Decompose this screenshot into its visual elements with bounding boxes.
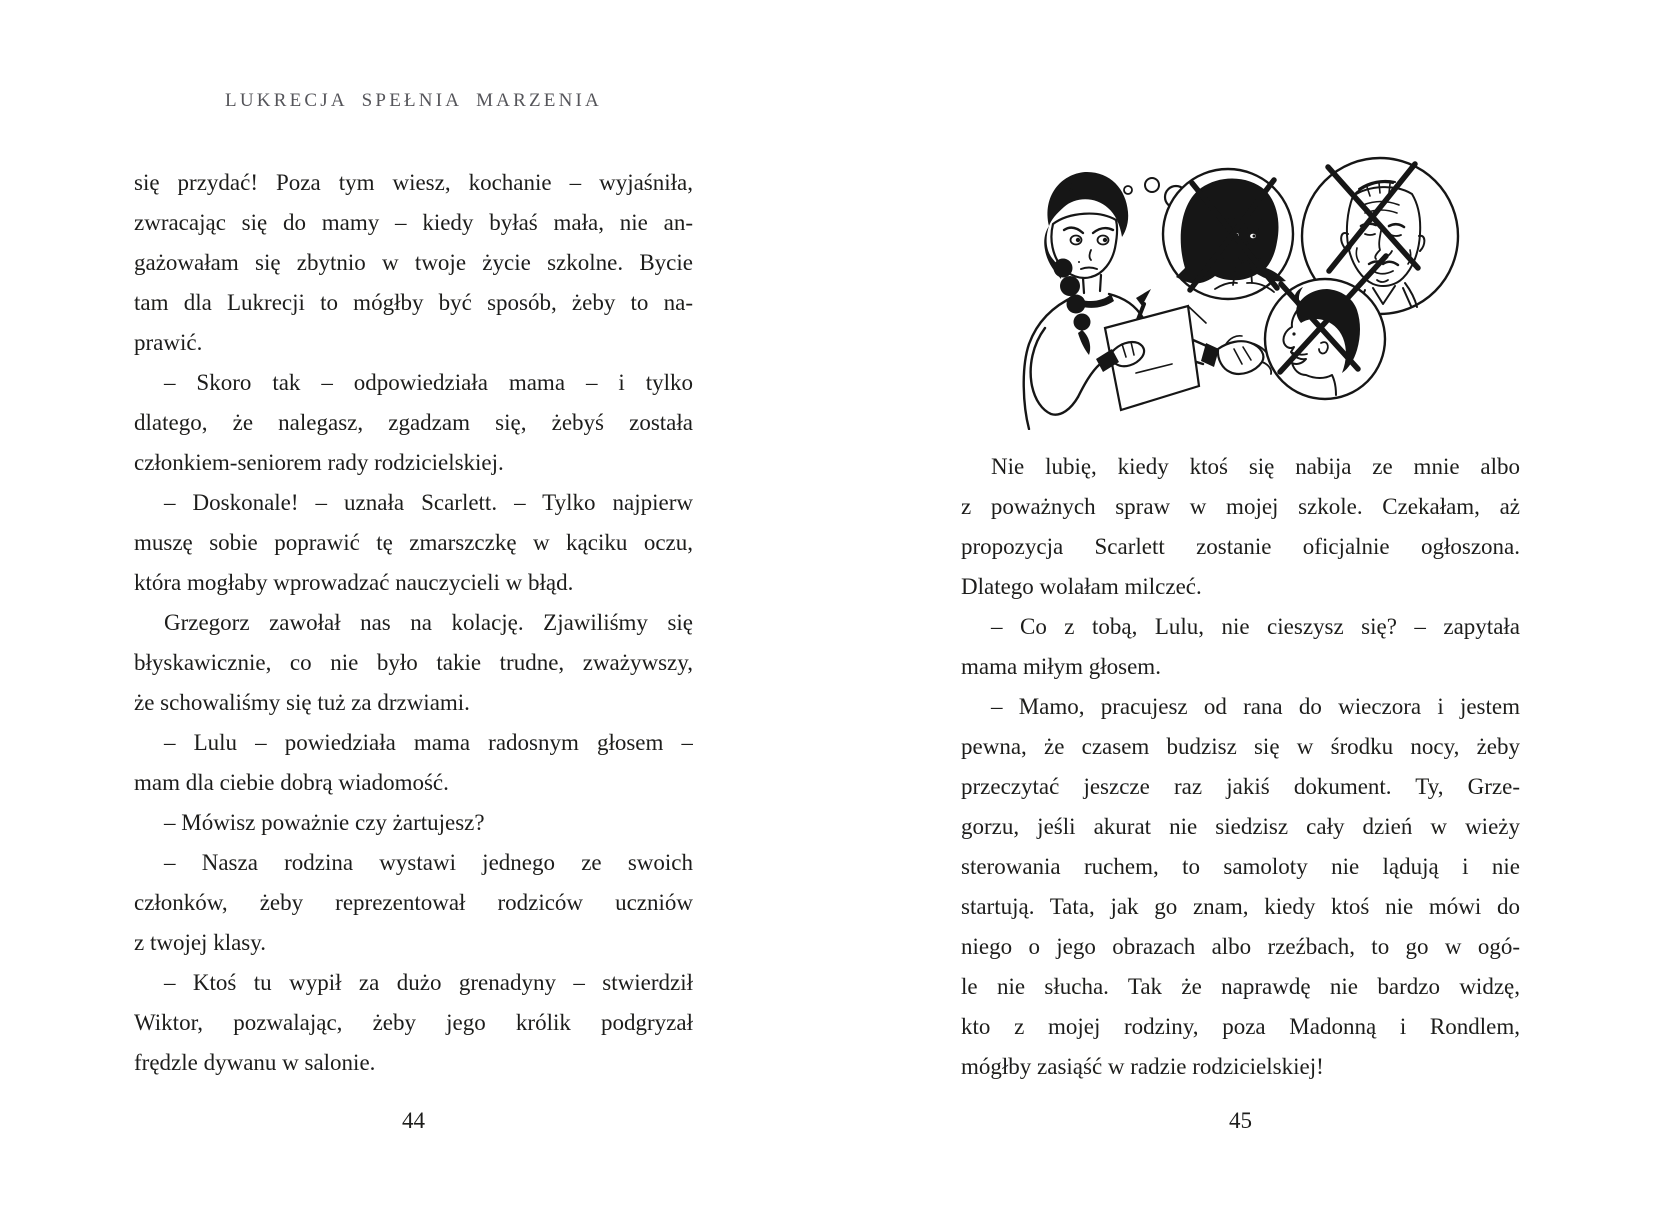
text-line: muszę sobie poprawić tę zmarszczkę w kąciku oczu, bbox=[134, 530, 693, 555]
text-line: z poważnych spraw w mojej szkole. Czekałam, aż bbox=[961, 494, 1520, 519]
text-line: tam dla Lukrecji to mógłby być sposób, żeby to na- bbox=[134, 290, 693, 315]
running-header: LUKRECJA SPEŁNIA MARZENIA bbox=[225, 90, 602, 111]
text-line: mam dla ciebie dobrą wiadomość. bbox=[134, 770, 449, 795]
text-line: – Skoro tak – odpowiedziała mama – i tylko bbox=[164, 370, 693, 395]
text-line: Wiktor, pozwalając, żeby jego królik podgryzał bbox=[134, 1010, 693, 1035]
text-line: członkiem-seniorem rady rodzicielskiej. bbox=[134, 450, 504, 475]
text-line: propozycja Scarlett zostanie oficjalnie ogłoszona. bbox=[961, 534, 1520, 559]
text-line: Grzegorz zawołał nas na kolację. Zjawiliśmy się bbox=[164, 610, 693, 635]
thought-bubble-brother bbox=[1265, 279, 1385, 399]
text-line: członków, żeby reprezentował rodziców uczniów bbox=[134, 890, 693, 915]
text-line: – Co z tobą, Lulu, nie cieszysz się? – zapytała bbox=[991, 614, 1520, 639]
page-number-44: 44 bbox=[402, 1108, 425, 1133]
text-line: błyskawicznie, co nie było takie trudne, zważywszy, bbox=[134, 650, 693, 675]
text-line: która mogłaby wprowadzać nauczycieli w błąd. bbox=[134, 570, 574, 595]
text-line: sterowania ruchem, to samoloty nie lądują i nie bbox=[961, 854, 1520, 879]
text-line: pewna, że czasem budzisz się w środku nocy, żeby bbox=[961, 734, 1520, 759]
text-line: – Lulu – powiedziała mama radosnym głosem – bbox=[164, 730, 693, 755]
page-44-text bbox=[134, 163, 693, 1083]
illustration-svg bbox=[985, 138, 1475, 430]
text-line: Nie lubię, kiedy ktoś się nabija ze mnie albo bbox=[991, 454, 1520, 479]
text-line: Dlatego wolałam milczeć. bbox=[961, 574, 1202, 599]
text-line: – Doskonale! – uznała Scarlett. – Tylko najpierw bbox=[164, 490, 693, 515]
text-line: frędzle dywanu w salonie. bbox=[134, 1050, 376, 1075]
text-line: gażowałam się zbytnio w twoje życie szkolne. Bycie bbox=[134, 250, 693, 275]
text-line: kto z mojej rodziny, poza Madonną i Rondlem, bbox=[961, 1014, 1520, 1039]
text-line: – Mówisz poważnie czy żartujesz? bbox=[164, 810, 485, 835]
illustration-girl-thinking bbox=[985, 138, 1475, 430]
text-line: mama miłym głosem. bbox=[961, 654, 1161, 679]
text-line: się przydać! Poza tym wiesz, kochanie – wyjaśniła, bbox=[134, 170, 693, 195]
page-number-45: 45 bbox=[1229, 1108, 1252, 1133]
text-line: mógłby zasiąść w radzie rodzicielskiej! bbox=[961, 1054, 1324, 1079]
text-line: przeczytać jeszcze raz jakiś dokument. Ty, Grze- bbox=[961, 774, 1520, 799]
text-line: gorzu, jeśli akurat nie siedzisz cały dzień w wieży bbox=[961, 814, 1520, 839]
text-line: zwracając się do mamy – kiedy byłaś mała, nie an- bbox=[134, 210, 693, 235]
text-line: dlatego, że nalegasz, zgadzam się, żebyś została bbox=[134, 410, 693, 435]
text-line: niego o jego obrazach albo rzeźbach, to go w ogó- bbox=[961, 934, 1520, 959]
text-line: – Nasza rodzina wystawi jednego ze swoich bbox=[164, 850, 693, 875]
page-45-text bbox=[961, 447, 1520, 1087]
text-line: z twojej klasy. bbox=[134, 930, 267, 955]
text-line: – Ktoś tu wypił za dużo grenadyny – stwierdził bbox=[164, 970, 693, 995]
text-line: że schowaliśmy się tuż za drzwiami. bbox=[134, 690, 470, 715]
text-line: startują. Tata, jak go znam, kiedy ktoś nie mówi do bbox=[961, 894, 1520, 919]
text-line: prawić. bbox=[134, 330, 203, 355]
text-line: le nie słucha. Tak że naprawdę nie bardzo widzę, bbox=[961, 974, 1520, 999]
text-line: – Mamo, pracujesz od rana do wieczora i jestem bbox=[991, 694, 1520, 719]
